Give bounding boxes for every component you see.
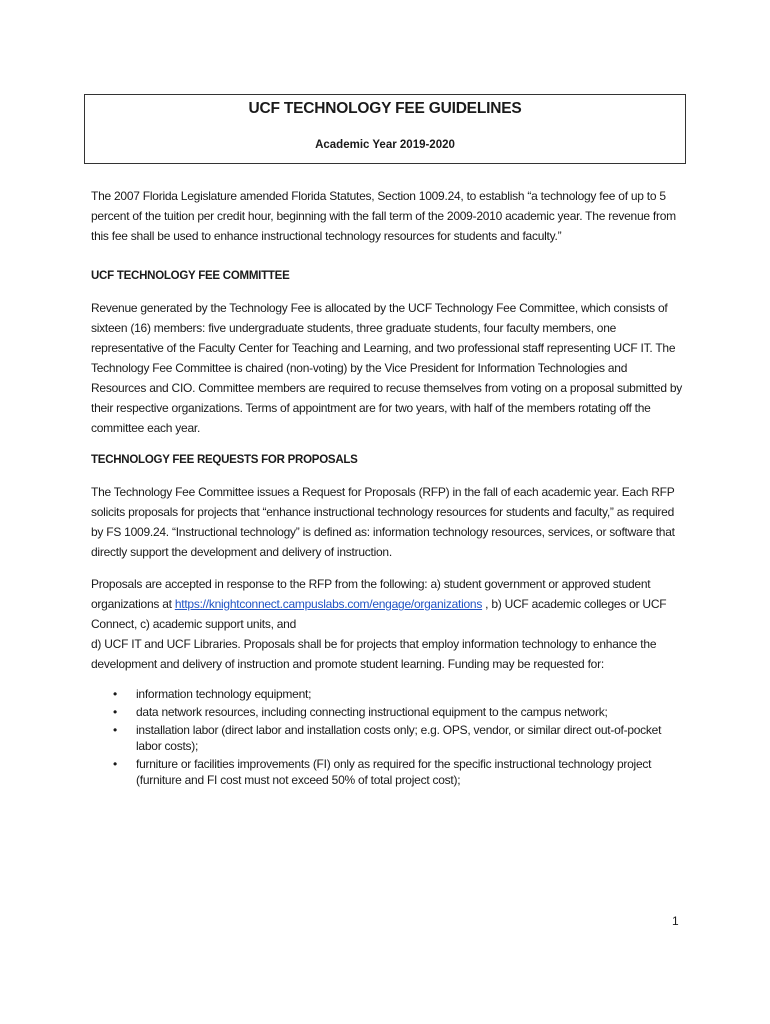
list-item — [91, 722, 685, 754]
list-item-text: information technology equipment; — [136, 687, 312, 701]
organizations-link[interactable]: https://knightconnect.campuslabs.com/engage/organizations — [174, 597, 483, 611]
proposals-paragraph — [91, 574, 685, 674]
page-number: 1 — [672, 914, 679, 928]
proposals-text-before-link: Proposals are accepted in response to the RFP from the following: a) student government or approved student organizations at — [91, 577, 651, 611]
bullet-icon: • — [113, 757, 117, 771]
title-box — [84, 94, 686, 164]
list-item-text: installation labor (direct labor and installation costs only; e.g. OPS, vendor, or similar direct out-of-pocket labor costs); — [136, 723, 662, 753]
list-item — [91, 756, 685, 788]
list-item — [91, 704, 685, 720]
committee-paragraph: Revenue generated by the Technology Fee is allocated by the UCF Technology Fee Committee, which consists of sixteen (16) members: five undergraduate students, three graduate students, four faculty members, one representative of the Faculty Center for Teaching and Learning, and two professional staff representing UCF IT. The Technology Fee Committee is chaired (non-voting) by the Vice President for Information Technologies and Resources and CIO. Committee members are required to recuse themselves from voting on a proposal submitted by their respective organizations. Terms of appointment are for two years, with half of the members rotating off the committee each year. — [91, 301, 683, 435]
intro-paragraph: The 2007 Florida Legislature amended Florida Statutes, Section 1009.24, to establish “a technology fee of up to 5 percent of the tuition per credit hour, beginning with the fall term of the 2009-2010 academic year. The revenue from this fee shall be used to enhance instructional technology resources for students and faculty.” — [91, 189, 676, 243]
list-item — [91, 686, 685, 702]
list-item-text: furniture or facilities improvements (FI) only as required for the specific instructional technology project (furniture and FI cost must not exceed 50% of total project cost); — [136, 757, 652, 787]
bullet-icon: • — [113, 687, 117, 701]
funding-list — [91, 686, 685, 788]
bullet-icon: • — [113, 723, 117, 737]
document-title: UCF TECHNOLOGY FEE GUIDELINES — [248, 100, 522, 117]
list-item-text: data network resources, including connecting instructional equipment to the campus network; — [136, 705, 608, 719]
rfp-heading: TECHNOLOGY FEE REQUESTS FOR PROPOSALS — [91, 454, 358, 466]
bullet-icon: • — [113, 705, 117, 719]
proposals-text-2: d) UCF IT and UCF Libraries. Proposals shall be for projects that employ information technology to enhance the development and delivery of instruction and promote student learning. Funding may be requested for: — [91, 637, 657, 671]
committee-heading: UCF TECHNOLOGY FEE COMMITTEE — [91, 270, 290, 282]
rfp-paragraph: The Technology Fee Committee issues a Request for Proposals (RFP) in the fall of each academic year. Each RFP solicits proposals for projects that “enhance instructional technology resources for students and faculty,” as required by FS 1009.24. “Instructional technology” is defined as: information technology resources, services, or software that directly support the development and delivery of instruction. — [91, 485, 675, 559]
proposals-text-after-link: , b) UCF academic colleges or UCF Connect, c) academic support units, and — [91, 597, 667, 631]
document-body — [91, 186, 685, 790]
document-subtitle: Academic Year 2019-2020 — [315, 139, 455, 151]
